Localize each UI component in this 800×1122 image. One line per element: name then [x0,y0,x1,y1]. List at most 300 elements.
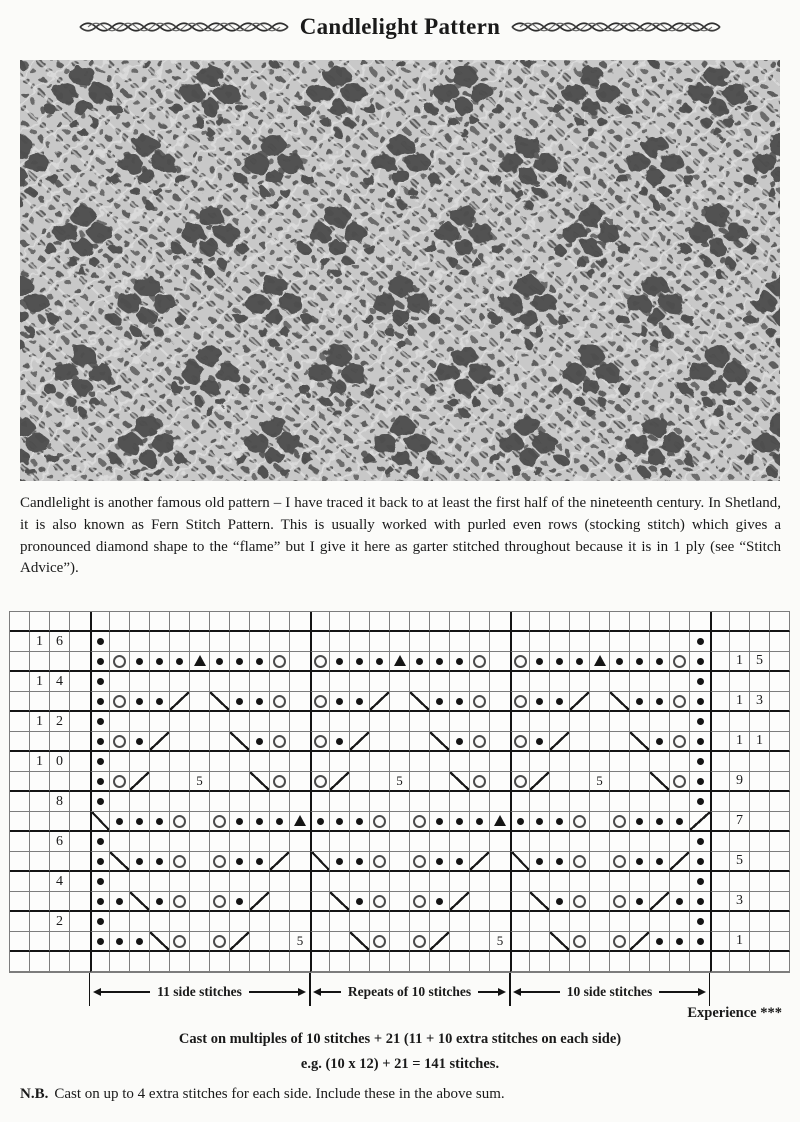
chart-cell [550,872,570,892]
chart-cell [750,612,770,632]
chart-cell [10,712,30,732]
triangle-symbol [294,815,306,826]
chart-cell [410,612,430,632]
circle-symbol [613,895,626,908]
dot-symbol [456,858,463,865]
chart-cell [690,912,710,932]
chart-cell [550,692,570,712]
chart-cell [610,652,630,672]
chart-cell [70,792,90,812]
chart-cell [390,912,410,932]
chart-cell [490,752,510,772]
chart-cell [630,772,650,792]
dot-symbol [436,698,443,705]
row-number-label: 4 [56,673,63,689]
chart-cell [530,712,550,732]
circle-symbol [673,735,686,748]
dot-symbol [416,658,423,665]
dot-symbol [517,818,524,825]
chart-cell [30,932,50,952]
dot-symbol [636,858,643,865]
chart-cell [610,772,630,792]
chart-cell [650,872,670,892]
dot-symbol [116,938,123,945]
chart-cell [750,812,770,832]
chart-cell [630,692,650,712]
chart-cell [350,712,370,732]
chart-cell [290,872,310,892]
chart-cell [410,912,430,932]
chart-cell [150,832,170,852]
chart-cell [10,852,30,872]
chart-cell [630,632,650,652]
arrow-line [478,991,498,993]
chart-cell [450,952,470,972]
chart-cell [530,912,550,932]
chart-cell [290,612,310,632]
dot-symbol [697,778,704,785]
row-number-label: 5 [736,853,743,868]
chart-cell [470,632,490,652]
chart-cell [390,852,410,872]
chart-cell [730,792,750,812]
slash-symbol [250,892,270,912]
chart-cell [130,672,150,692]
chart-cell [510,732,530,752]
backslash-symbol [110,852,130,872]
chart-cell [250,792,270,812]
chart-cell [210,632,230,652]
chart-cell [10,952,30,972]
chart-cell [30,692,50,712]
dot-symbol [336,858,343,865]
chart-cell [350,832,370,852]
left-side-stitches-label: 11 side stitches [157,984,242,999]
circle-symbol [514,655,527,668]
chart-cell [590,852,610,872]
chart-cell [310,712,330,732]
chart-cell [510,772,530,792]
chart-cell [50,712,70,732]
circle-symbol [514,735,527,748]
chart-cell [170,952,190,972]
chart-cell [170,792,190,812]
chart-cell [390,632,410,652]
chart-cell [470,832,490,852]
chart-cell [670,892,690,912]
chart-cell [170,672,190,692]
chart-cell [530,732,550,752]
chart-cell [330,912,350,932]
dot-symbol [376,658,383,665]
chart-cell [550,652,570,672]
chart-cell [450,872,470,892]
chart-cell [110,752,130,772]
chart-cell [170,712,190,732]
chart-cell [550,712,570,732]
chart-cell [250,732,270,752]
chart-cell [190,752,210,772]
chart-cell [690,932,710,952]
chart-cell [310,672,330,692]
chart-cell [270,792,290,812]
circle-symbol [573,935,586,948]
circle-symbol [413,895,426,908]
chart-cell [730,732,750,752]
arrow-right-icon [298,988,306,996]
chart-cell [410,752,430,772]
circle-symbol [113,655,126,668]
chart-cell [550,752,570,772]
chart-cell [670,792,690,812]
chart-cell [670,732,690,752]
chart-cell [770,692,790,712]
chart-cell [470,772,490,792]
chart-cell [490,772,510,792]
chart-cell [570,672,590,692]
dot-symbol [697,638,704,645]
dot-symbol [697,658,704,665]
chart-cell [130,812,150,832]
dot-symbol [256,818,263,825]
chart-cell [430,912,450,932]
circle-symbol [373,855,386,868]
chart-cell [410,812,430,832]
chart-cell [510,912,530,932]
chart-cell [630,952,650,972]
chart-cell [670,812,690,832]
digit-symbol: 5 [196,773,203,788]
digit-symbol: 5 [396,773,403,788]
chart-cell [330,612,350,632]
chart-cell [690,852,710,872]
chart-cell [550,852,570,872]
chart-cell [650,852,670,872]
chart-cell [550,832,570,852]
chart-cell [30,832,50,852]
chart-cell [590,712,610,732]
row-number-label: 1 [736,693,743,708]
chart-cell [530,632,550,652]
chart-cell [710,932,730,952]
chart-cell [570,772,590,792]
dot-symbol [156,698,163,705]
chart-cell [750,752,770,772]
chart-cell [330,932,350,952]
chart-cell [110,672,130,692]
backslash-symbol [610,692,630,712]
chart-cell [690,652,710,672]
chart-cell [10,872,30,892]
chart-cell [390,752,410,772]
dot-symbol [136,698,143,705]
chart-cell [210,872,230,892]
chart-cell [290,852,310,872]
chart-cell [290,812,310,832]
chart-cell [750,632,770,652]
circle-symbol [213,815,226,828]
chart-cell [450,652,470,672]
circle-symbol [173,855,186,868]
left-side-stitches-span [93,984,306,1000]
chart-cell [470,652,490,672]
chart-cell [470,952,490,972]
row-number-label: 1 [36,713,43,729]
chart-cell [250,612,270,632]
chart-cell [590,632,610,652]
chart-cell [310,692,330,712]
chart-cell [530,612,550,632]
dot-symbol [97,878,104,885]
chart-cell [730,692,750,712]
chart-cell [750,792,770,812]
chart-cell [310,812,330,832]
chart-cell [390,712,410,732]
chart-cell [730,852,750,872]
chart-cell [70,892,90,912]
chart-cell [450,632,470,652]
dot-symbol [236,898,243,905]
chart-cell [70,732,90,752]
chart-cell [430,832,450,852]
chart-cell [250,632,270,652]
dot-symbol [97,918,104,925]
chart-cell [350,952,370,972]
chart-cell [70,692,90,712]
chart-cell [50,872,70,892]
chart-cell [610,632,630,652]
knitting-chart [9,611,790,973]
chart-cell [550,812,570,832]
circle-symbol [473,775,486,788]
chart-cell [270,652,290,672]
chart-cell [470,732,490,752]
chart-cell [250,752,270,772]
chart-cell [590,612,610,632]
chart-cell [570,812,590,832]
dot-symbol [236,698,243,705]
chart-cell [190,772,210,792]
chart-cell [650,732,670,752]
chart-cell [270,912,290,932]
chart-cell [710,632,730,652]
chart-cell [350,692,370,712]
dot-symbol [456,818,463,825]
chart-cell [490,612,510,632]
chart-cell [530,672,550,692]
circle-symbol [514,775,527,788]
slash-symbol [630,932,650,952]
chart-cell [30,752,50,772]
chart-cell [730,912,750,932]
chart-cell [390,612,410,632]
chart-cell [130,732,150,752]
circle-symbol [213,855,226,868]
slash-symbol [570,692,590,712]
chart-cell [10,732,30,752]
dot-symbol [536,858,543,865]
chart-cell [670,612,690,632]
chart-cell [410,672,430,692]
chart-cell [390,772,410,792]
slash-symbol [450,892,470,912]
chart-cell [630,852,650,872]
chart-cell [370,892,390,912]
dot-symbol [656,658,663,665]
chart-cell [690,952,710,972]
chart-cell [590,672,610,692]
dot-symbol [156,858,163,865]
dot-symbol [97,718,104,725]
chart-cell [130,872,150,892]
chart-cell [570,852,590,872]
chart-cell [610,952,630,972]
chart-cell [450,732,470,752]
chart-cell [610,732,630,752]
chart-cell [430,712,450,732]
dot-symbol [536,698,543,705]
chart-cell [150,852,170,872]
chart-cell [90,892,110,912]
backslash-symbol [650,772,670,792]
dot-symbol [136,658,143,665]
backslash-symbol [250,772,270,792]
chart-cell [50,632,70,652]
chart-cell [390,892,410,912]
chart-cell [90,672,110,692]
chart-cell [650,952,670,972]
left-squiggle-ornament [78,18,290,36]
dot-symbol [256,698,263,705]
repeat-stitches-span [313,984,506,1000]
dot-symbol [676,898,683,905]
chart-cell [730,652,750,672]
chart-cell [770,632,790,652]
chart-cell [410,932,430,952]
chart-cell [370,952,390,972]
dot-symbol [176,658,183,665]
row-number-label: 2 [56,913,63,929]
chart-cell [410,652,430,672]
chart-cell [270,812,290,832]
chart-cell [290,652,310,672]
chart-cell [650,712,670,732]
chart-cell [150,912,170,932]
circle-symbol [473,655,486,668]
chart-cell [50,752,70,772]
chart-cell [610,672,630,692]
chart-cell [750,912,770,932]
chart-cell [250,932,270,952]
chart-cell [630,832,650,852]
circle-symbol [113,775,126,788]
chart-cell [70,932,90,952]
chart-cell [30,732,50,752]
slash-symbol [150,732,170,752]
dot-symbol [336,738,343,745]
chart-cell [430,812,450,832]
chart-cell [210,672,230,692]
right-squiggle-ornament [510,18,722,36]
slash-symbol [470,852,490,872]
dot-symbol [556,698,563,705]
chart-cell [350,872,370,892]
dot-symbol [656,738,663,745]
chart-cell [530,852,550,872]
chart-cell [50,612,70,632]
dot-symbol [356,818,363,825]
chart-cell [270,692,290,712]
chart-cell [170,832,190,852]
chart-cell [30,672,50,692]
chart-cell [750,872,770,892]
chart-cell [110,812,130,832]
chart-cell [270,752,290,772]
chart-cell [390,732,410,752]
chart-cell [470,752,490,772]
digit-symbol: 5 [496,933,504,948]
chart-cell [310,892,330,912]
dot-symbol [697,798,704,805]
row-number-label: 9 [736,773,743,788]
digit-symbol: 5 [296,933,304,948]
chart-cell [410,792,430,812]
chart-cell [150,792,170,812]
chart-cell [650,692,670,712]
chart-cell [710,792,730,812]
chart-cell [50,732,70,752]
chart-cell [130,792,150,812]
dot-symbol [616,658,623,665]
chart-cell [290,832,310,852]
chart-cell [610,912,630,932]
arrow-left-icon [313,988,321,996]
chart-cell [770,912,790,932]
chart-cell [30,952,50,972]
chart-cell [590,732,610,752]
chart-cell [30,792,50,812]
chart-cell [590,792,610,812]
chart-cell [330,712,350,732]
row-number-label: 6 [56,633,63,649]
chart-cell [30,852,50,872]
chart-cell [430,612,450,632]
chart-cell [650,812,670,832]
chart-cell [170,812,190,832]
chart-cell [310,732,330,752]
chart-cell [50,892,70,912]
chart-cell [770,712,790,732]
row-number-label: 7 [736,813,743,828]
chart-cell [530,652,550,672]
arrow-line [249,991,298,993]
chart-cell [230,632,250,652]
circle-symbol [473,695,486,708]
chart-cell [110,712,130,732]
chart-cell [210,752,230,772]
chart-cell [210,792,230,812]
chart-cell [510,752,530,772]
triangle-symbol [594,655,606,666]
chart-cell [690,752,710,772]
chart-cell [670,832,690,852]
chart-cell [350,652,370,672]
chart-cell [590,912,610,932]
chart-cell [550,912,570,932]
chart-cell [770,752,790,772]
chart-cell [430,852,450,872]
chart-cell [350,772,370,792]
